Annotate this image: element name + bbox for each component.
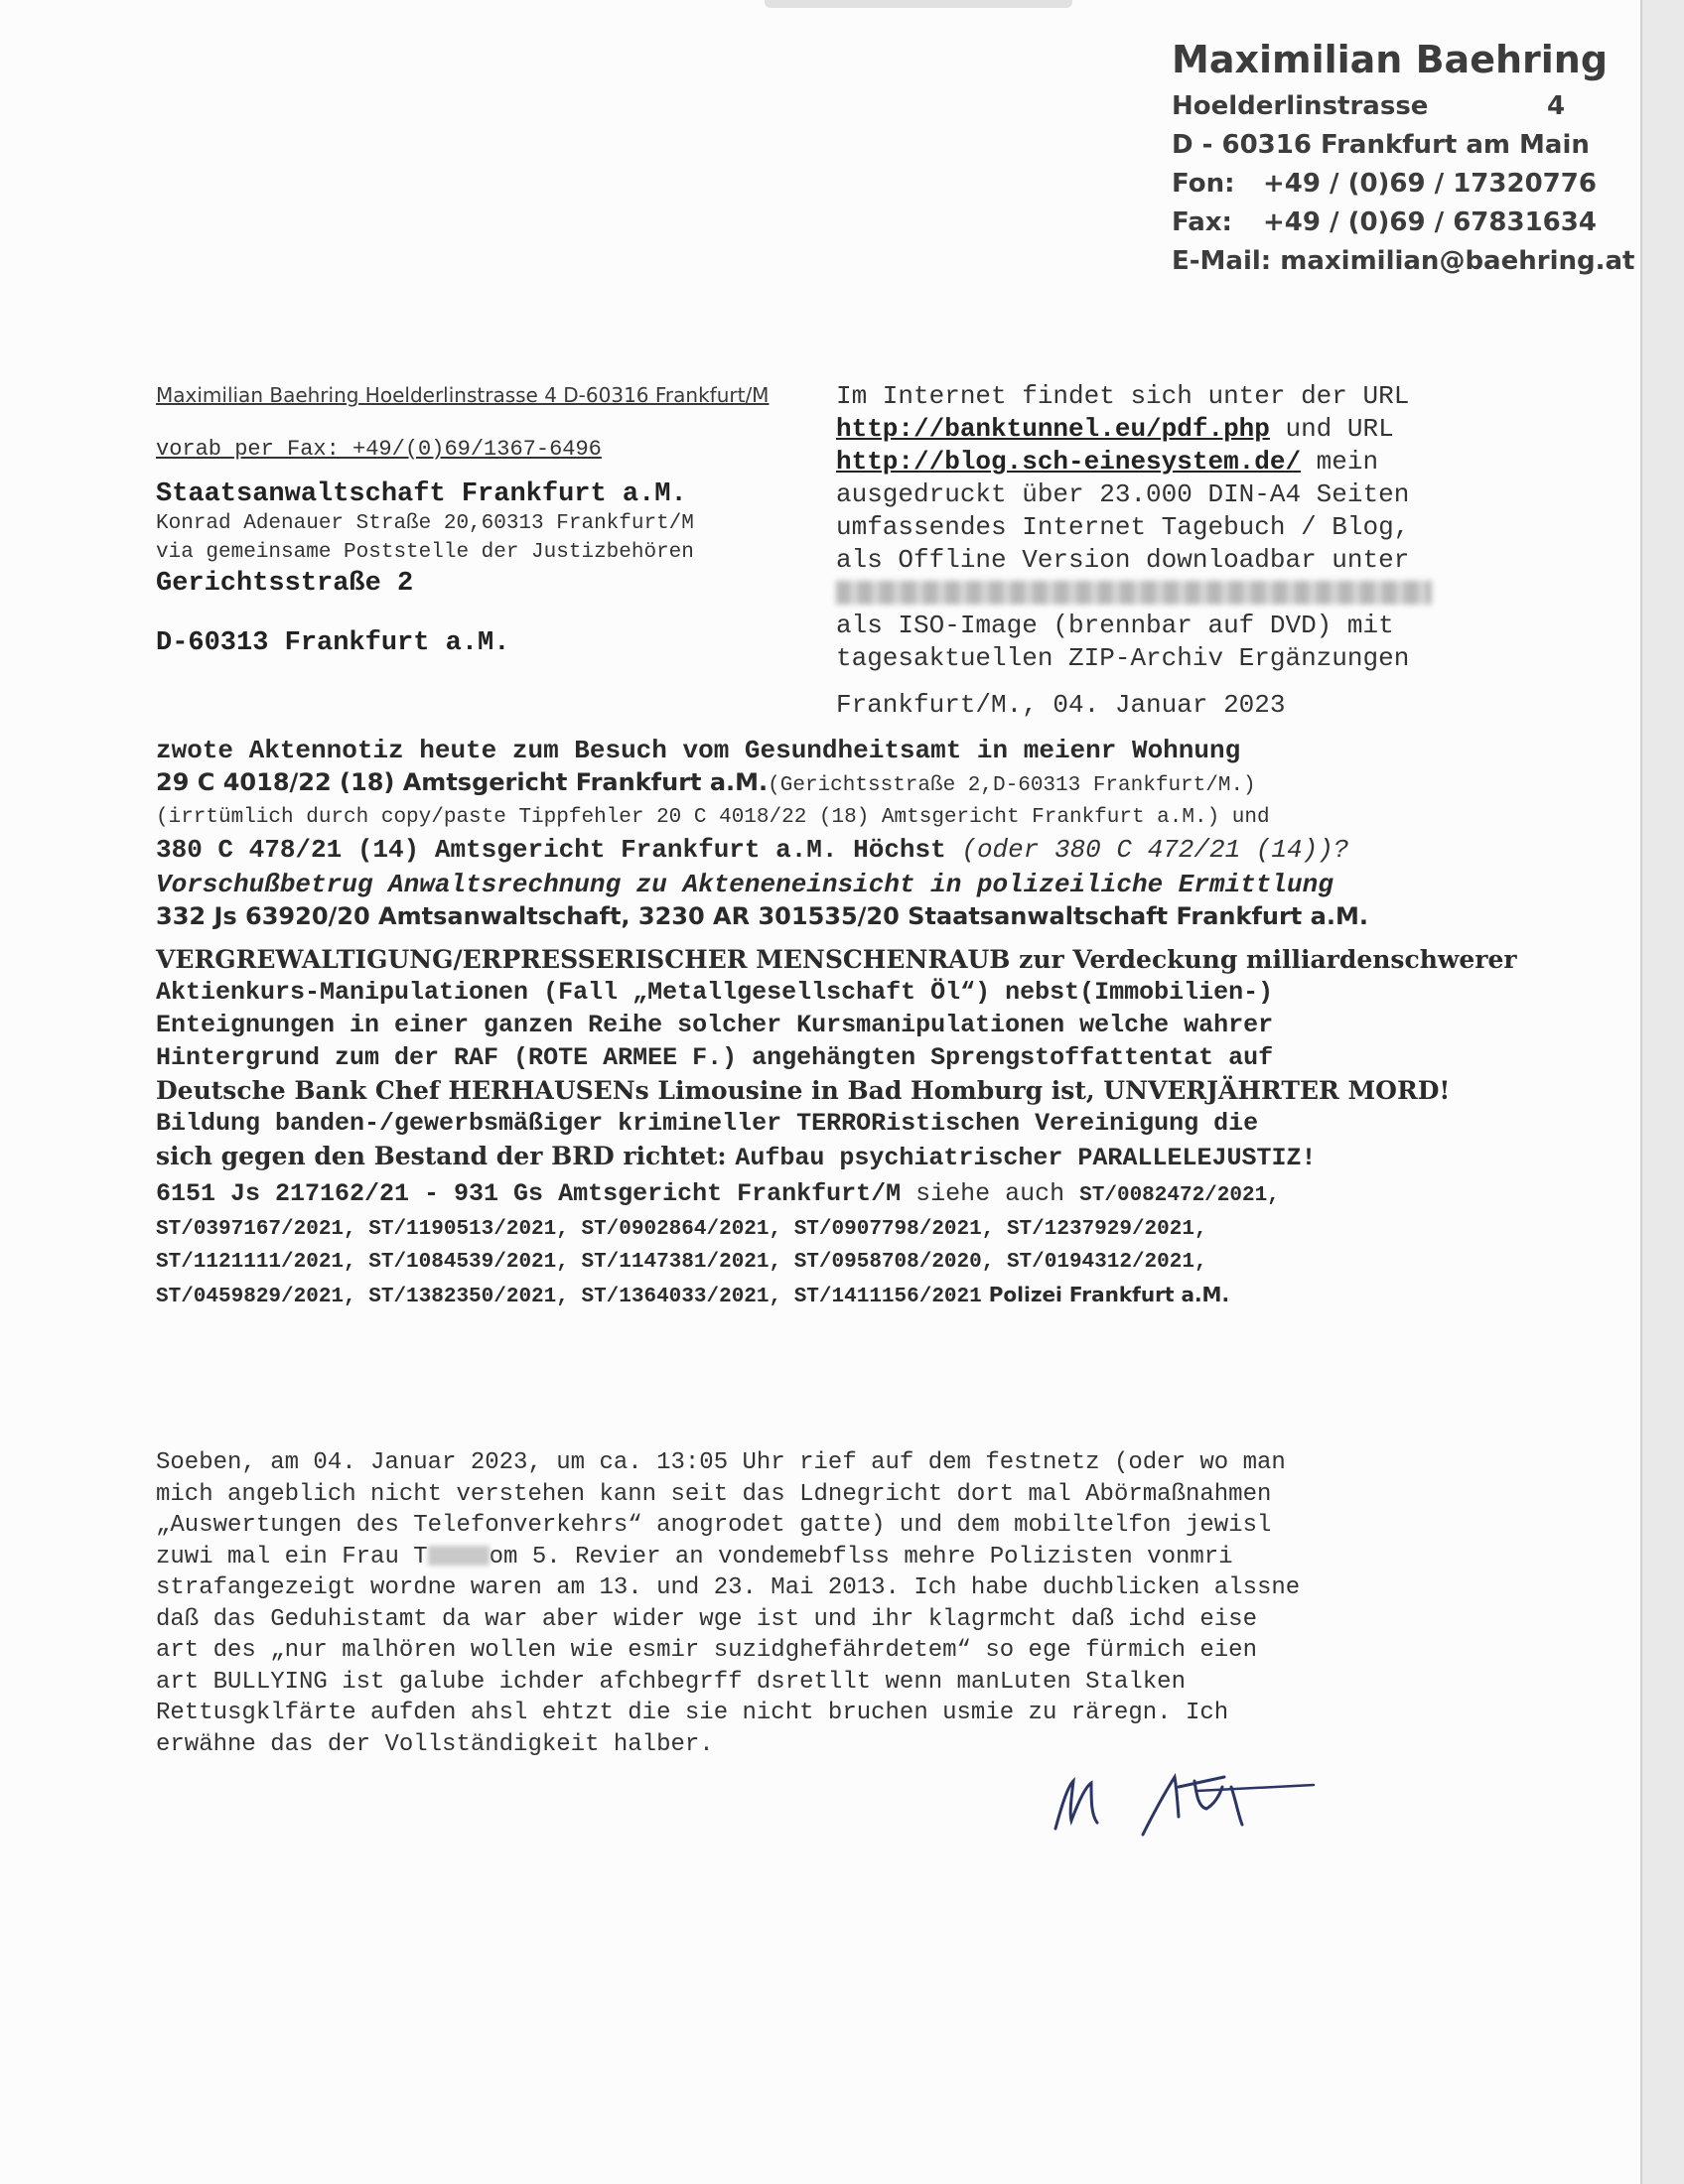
- scan-edge: [1640, 0, 1684, 2184]
- internet-line-3: [836, 446, 1491, 478]
- case-reference: 6151 Js 217162/21 - 931 Gs Amtsgericht Frankfurt/M: [156, 1179, 902, 1208]
- st-number-first: ST/0082472/2021,: [1079, 1184, 1280, 1207]
- mein-text: mein: [1301, 447, 1379, 477]
- sender-return-line: Maximilian Baehring Hoelderlinstrasse 4 D-60316 Frankfurt/M: [156, 383, 770, 407]
- sender-street: Hoelderlinstrasse: [1172, 91, 1429, 121]
- phone-value: +49 / (0)69 / 17320776: [1263, 169, 1597, 199]
- sender-city: D - 60316 Frankfurt am Main: [1172, 130, 1590, 160]
- and-url-text: und URL: [1269, 414, 1394, 444]
- internet-line-1: Im Internet findet sich unter der URL: [836, 381, 1410, 411]
- internet-line-2: [836, 413, 1491, 446]
- case-number-alt: (oder 380 C 472/21 (14))?: [945, 835, 1349, 865]
- fax-notice: vorab per Fax: +49/(0)69/1367-6496: [156, 437, 602, 462]
- recipient-address-2: via gemeinsame Poststelle der Justizbehören: [156, 541, 694, 564]
- subject-line-3: (irrtümlich durch copy/paste Tippfehler 20 C 4018/22 (18) Amtsgericht Frankfurt a.M.) und: [156, 806, 1270, 829]
- internet-line-8: als ISO-Image (brennbar auf DVD) mit: [836, 611, 1394, 640]
- body-line-4b: om 5. Revier an vondemebflss mehre Polizisten vonmri: [489, 1543, 1233, 1570]
- st-numbers-line-2: ST/1121111/2021, ST/1084539/2021, ST/1147381/2021, ST/0958708/2020, ST/0194312/2021,: [156, 1251, 1207, 1274]
- letter-body: [156, 1447, 1486, 1760]
- sender-email: E-Mail: maximilian@baehring.at: [1172, 246, 1635, 276]
- allegation-line-4: Hintergrund zum der RAF (ROTE ARMEE F.) angehängten Sprengstoffattentat auf: [156, 1043, 1274, 1072]
- fax-label: Fax:: [1172, 207, 1232, 237]
- recipient-block: [156, 383, 811, 658]
- body-line-10: erwähne das der Vollständigkeit halber.: [156, 1730, 714, 1758]
- scan-artifact: [765, 0, 1072, 8]
- allegation-line-1: VERGREWALTIGUNG/ERPRESSERISCHER MENSCHENRAUB zur Verdeckung milliardenschwerer: [156, 945, 1517, 974]
- sender-house-number: 4: [1547, 91, 1566, 121]
- allegation-line-7b: Aufbau psychiatrischer PARALLELEJUSTIZ!: [735, 1144, 1317, 1172]
- allegations-block: [156, 943, 1517, 1314]
- recipient-city: D-60313 Frankfurt a.M.: [156, 628, 510, 658]
- subject-line-4: [156, 834, 1486, 869]
- recipient-address-1: Konrad Adenauer Straße 20,60313 Frankfurt/M: [156, 512, 694, 535]
- subject-line-2: [156, 766, 1486, 802]
- url-banktunnel[interactable]: http://banktunnel.eu/pdf.php: [836, 414, 1270, 444]
- body-line-3: „Auswertungen des Telefonverkehrs“ anogrodet gatte) und dem mobiltelfon jewisl: [156, 1512, 1272, 1539]
- see-also-text: siehe auch: [901, 1179, 1080, 1208]
- st-numbers-line-1: ST/0397167/2021, ST/1190513/2021, ST/0902864/2021, ST/0907798/2021, ST/1237929/2021,: [156, 1218, 1207, 1241]
- fax-value: +49 / (0)69 / 67831634: [1263, 207, 1597, 237]
- subject-line-5: Vorschußbetrug Anwaltsrechnung zu Akteneneinsicht in polizeiliche Ermittlung: [156, 870, 1333, 899]
- allegation-line-7a: sich gegen den Bestand der BRD richtet:: [156, 1142, 736, 1170]
- handwritten-signature: [1048, 1747, 1335, 1856]
- phone-label: Fon:: [1172, 169, 1235, 199]
- subject-line-6: 332 Js 63920/20 Amtsanwaltschaft, 3230 AR 301535/20 Staatsanwaltschaft Frankfurt a.M.: [156, 902, 1368, 930]
- police-reference: Polizei Frankfurt a.M.: [981, 1283, 1230, 1306]
- allegation-line-7: [156, 1140, 1486, 1177]
- sender-fax: [1172, 204, 1597, 242]
- body-line-5: strafangezeigt wordne waren am 13. und 23. Mai 2013. Ich habe duchblicken alssne: [156, 1574, 1301, 1601]
- body-line-7: art des „nur malhören wollen wie esmir suzidghefährdetem“ so ege fürmich eien: [156, 1637, 1257, 1664]
- body-line-2: mich angeblich nicht verstehen kann seit das Ldnegricht dort mal Abörmaßnahmen: [156, 1480, 1272, 1508]
- allegation-line-6: Bildung banden-/gewerbsmäßiger krimineller TERRORistischen Vereinigung die: [156, 1109, 1259, 1138]
- body-line-6: daß das Geduhistamt da war aber wider wge ist und ihr klagrmcht daß ichd eise: [156, 1605, 1257, 1633]
- recipient-street: Gerichtsstraße 2: [156, 569, 414, 599]
- allegation-line-5: Deutsche Bank Chef HERHAUSENs Limousine in Bad Homburg ist, UNVERJÄHRTER MORD!: [156, 1076, 1451, 1105]
- letterhead: [1172, 38, 1635, 281]
- redacted-url: [836, 581, 1432, 605]
- subject-line-1: zwote Aktennotiz heute zum Besuch vom Gesundheitsamt in meienr Wohnung: [156, 736, 1241, 765]
- allegation-line-2: Aktienkurs-Manipulationen (Fall „Metallgesellschaft Öl“) nebst(Immobilien-): [156, 978, 1274, 1007]
- case-number-2: 380 C 478/21 (14) Amtsgericht Frankfurt a.M. Höchst: [156, 835, 946, 865]
- sender-street-line: [1172, 87, 1589, 126]
- internet-line-4: ausgedruckt über 23.000 DIN-A4 Seiten: [836, 479, 1410, 509]
- court-address: (Gerichtsstraße 2,D-60313 Frankfurt/M.): [768, 774, 1256, 797]
- internet-line-6: als Offline Version downloadbar unter: [836, 545, 1410, 575]
- letter-date: Frankfurt/M., 04. Januar 2023: [836, 690, 1286, 720]
- recipient-name: Staatsanwaltschaft Frankfurt a.M.: [156, 479, 687, 509]
- internet-line-5: umfassendes Internet Tagebuch / Blog,: [836, 512, 1410, 542]
- body-line-9: Rettusgklfärte aufden ahsl ehtzt die sie nicht bruchen usmie zu räregn. Ich: [156, 1700, 1229, 1726]
- st-numbers-last: ST/0459829/2021, ST/1382350/2021, ST/1364033/2021, ST/1411156/2021: [156, 1286, 982, 1308]
- case-number-1: 29 C 4018/22 (18) Amtsgericht Frankfurt a.M.: [156, 768, 769, 796]
- sender-phone: [1172, 165, 1597, 204]
- redacted-name: [428, 1546, 490, 1566]
- subject-block: [156, 735, 1486, 932]
- st-numbers-line-3: [156, 1279, 1486, 1314]
- allegation-line-8: [156, 1177, 1486, 1213]
- body-line-4: [156, 1542, 1486, 1573]
- sender-name: Maximilian Baehring: [1172, 38, 1609, 81]
- body-line-8: art BULLYING ist galube ichder afchbegrff dsretllt wenn manLuten Stalken: [156, 1668, 1186, 1696]
- allegation-line-3: Enteignungen in einer ganzen Reihe solcher Kursmanipulationen welche wahrer: [156, 1011, 1274, 1039]
- body-line-4a: zuwi mal ein Frau T: [156, 1543, 428, 1570]
- url-blog[interactable]: http://blog.sch-einesystem.de/: [836, 447, 1302, 477]
- internet-line-7: [836, 577, 1491, 610]
- body-line-1: Soeben, am 04. Januar 2023, um ca. 13:05 Uhr rief auf dem festnetz (oder wo man: [156, 1449, 1286, 1476]
- internet-info-block: [836, 380, 1491, 722]
- internet-line-9: tagesaktuellen ZIP-Archiv Ergänzungen: [836, 643, 1410, 673]
